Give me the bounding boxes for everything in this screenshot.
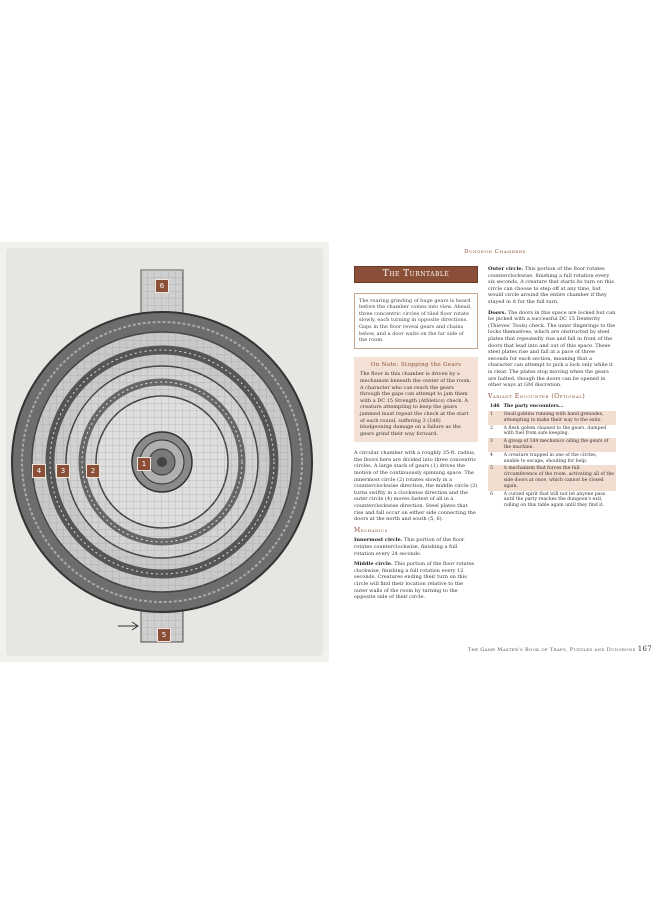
map-marker-2: 2 <box>86 464 100 478</box>
map-marker-1: 1 <box>137 457 151 471</box>
entrance-arrow <box>118 622 138 630</box>
table-cell-roll: 1 <box>490 412 493 418</box>
page-number: 167 <box>637 645 652 653</box>
table-row <box>488 425 616 439</box>
innermost-circle-para <box>354 537 478 557</box>
doors-label: Doors. <box>488 309 507 316</box>
table-cell-roll: 3 <box>490 439 493 445</box>
table-row <box>488 465 616 490</box>
outer-circle-para <box>488 266 616 306</box>
running-head: Dungeon Chambers <box>464 249 526 255</box>
middle-label: Middle circle. <box>354 561 393 568</box>
section-title: The Turntable <box>354 266 478 283</box>
table-cell-roll: 6 <box>490 491 493 497</box>
right-column <box>488 266 616 510</box>
doors-text: The doors in this space are locked but can be picked with a successful DC 15 Dexterity (Thieves' Tools) check. The inner fingerings to the locks themselves, which are obstructed by steel plates that repeatedly rise and fall in front of the doors that lead into and out of this space. These steel plates rise and fall at a pace of three seconds for each section, meaning that a character can attempt to pick a lock only while it is clear. The plates stop moving when the gears are halted, though the doors can be opened in other ways at GM discretion. <box>488 309 616 389</box>
table-cell-text: A cursed spirit that will not let anyone pass until the party reaches the dungeon's exit, rolling on this table again until they find it. <box>503 491 606 509</box>
map-marker-3: 3 <box>56 464 70 478</box>
sidebar-text: The floor in this chamber is driven by a mechanism beneath the center of the room. A character who can reach the gears through the gaps can attempt to jam them with a DC 15 Strength (Athletics) check. A creature attempting to keep the gears jammed must repeat the check at the start of each round, suffering 3 (1d6) bludgeoning damage on a failure as the gears grind their way forward. <box>360 371 472 437</box>
mechanics-heading: Mechanics <box>354 526 388 534</box>
table-header-roll: 1d6 <box>490 404 500 410</box>
gm-note-sidebar <box>354 357 478 443</box>
innermost-text: This portion of the floor rotates counterclockwise, finishing a full rotation every 24 seconds. <box>354 537 465 557</box>
variant-encounter-table <box>488 403 616 510</box>
turntable-map <box>0 242 329 662</box>
table-row <box>488 491 616 510</box>
page-footer <box>330 645 652 653</box>
middle-circle-para <box>354 561 478 601</box>
map-page <box>0 242 329 662</box>
table-row <box>488 438 616 452</box>
doors-para <box>488 310 616 389</box>
outer-text: This portion of the floor rotates counterclockwise, finishing a full rotation every six seconds. A creature that starts its turn on this circle can choose to step off at any time, but would circle around the entire chamber if they stayed in it for the full turn. <box>488 266 614 305</box>
footer-title: The Game Master's Book of Traps, Puzzles and Dungeons <box>467 647 636 653</box>
variant-heading: Variant Encounter (Optional) <box>488 392 586 400</box>
table-header-encounter: The party encounters... <box>503 404 564 410</box>
book-spread <box>0 242 660 662</box>
table-cell-text: Gnoll goblins running with hand grenades, attempting to make their way to the exits. <box>503 412 604 423</box>
table-cell-text: A mechanism that forces the full circumference of the room, activating all of the side doors at once, which cannot be closed again. <box>503 466 614 489</box>
text-page <box>330 242 660 662</box>
read-aloud-box: The roaring grinding of huge gears is heard before the chamber comes into view. Ahead, three concentric circles of tiled floor rotate slowly, each turning in opposite directions. Gaps in the floor reveal gears and chains below, and a door waits on the far side of the room. <box>354 293 478 349</box>
outer-label: Outer circle. <box>488 266 524 272</box>
table-cell-roll: 2 <box>490 425 493 431</box>
table-row <box>488 452 616 466</box>
table-header-row <box>488 403 616 411</box>
table-cell-roll: 4 <box>490 452 493 458</box>
middle-text: This portion of the floor rotates clockwise, finishing a full rotation every 12 seconds. Creatures ending their turn on this circle will find their location relative to the outer walls of the room by turning to the opposite side of their circle. <box>354 561 475 601</box>
innermost-label: Innermost circle. <box>354 537 403 544</box>
left-column <box>354 266 478 605</box>
table-cell-text: A group of 1d4 mechanics oiling the gears of the machine. <box>503 439 609 451</box>
table-row <box>488 411 616 425</box>
table-cell-roll: 5 <box>490 466 493 472</box>
table-cell-text: A creature trapped in one of the circles, unable to escape, shouting for help. <box>503 452 598 464</box>
map-marker-5: 5 <box>157 628 171 642</box>
map-marker-6: 6 <box>155 279 169 293</box>
map-marker-4: 4 <box>32 464 46 478</box>
sidebar-title: On Note: Stopping the Gears <box>370 361 462 368</box>
table-cell-text: A flesh golem chained to the gears, dumped with fuel from safe keeping. <box>503 425 607 437</box>
chamber-description: A circular chamber with a roughly 35-ft. radius, the floors here are divided into three concentric circles. A large stack of gears (1) drives the motion of the continuously spinning space. The innermost circle (2) rotates slowly in a counterclockwise direction, the middle circle (3) turns swiftly in a clockwise direction and the outer circle (4) moves fastest of all in a counterclockwise direction. Steel plates that rise and fall occur on either side connecting the doors at the north and south (5, 6). <box>354 450 478 523</box>
